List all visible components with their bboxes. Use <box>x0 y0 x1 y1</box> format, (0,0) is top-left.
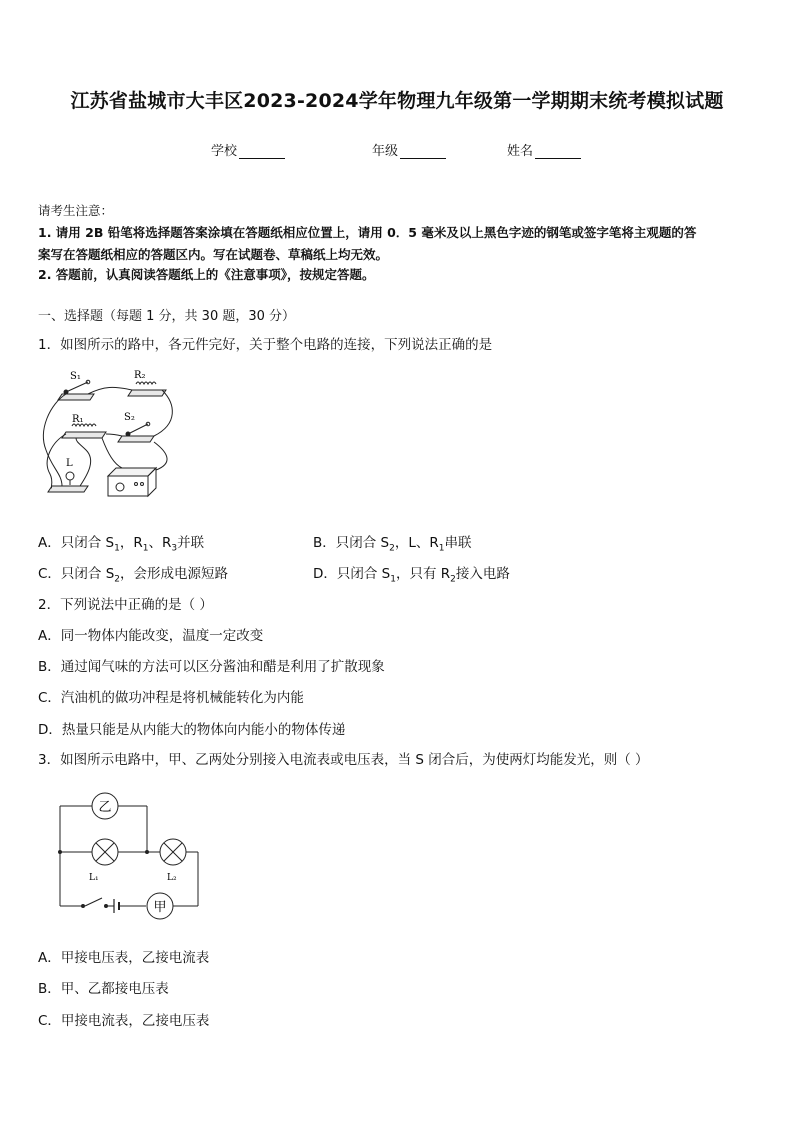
opt-text: 串联 <box>444 535 472 551</box>
question-3-option-a[interactable]: A．甲接电压表，乙接电流表 <box>38 950 210 966</box>
meter-jia-label: 甲 <box>153 900 167 915</box>
opt-text: C．只闭合 S <box>38 566 115 582</box>
question-2-stem: 2．下列说法中正确的是（ ） <box>38 597 213 613</box>
school-label: 学校 <box>211 144 238 159</box>
opt-text: ，L、R <box>394 535 439 551</box>
question-1-option-c[interactable] <box>38 562 228 585</box>
question-2-option-c[interactable]: C．汽油机的做功冲程是将机械能转化为内能 <box>38 690 304 706</box>
opt-text: ，R <box>119 535 143 551</box>
opt-sub: 1 <box>390 574 396 585</box>
opt-text: ，会形成电源短路 <box>120 566 229 582</box>
opt-sub: 3 <box>171 543 178 554</box>
opt-sub: 2 <box>450 574 456 585</box>
label-r1: R₁ <box>72 414 84 425</box>
notice-item-1-line-1: 1. 请用 2B 铅笔将选择题答案涂填在答题纸相应位置上，请用 0．5 毫米及以上黑色字迹的钢笔或签字笔将主观题的答 <box>38 225 697 240</box>
notice-heading: 请考生注意： <box>38 203 114 218</box>
opt-sub: 1 <box>114 543 120 554</box>
opt-text: ，只有 R <box>396 566 451 582</box>
school-field <box>211 140 285 159</box>
opt-sub: 1 <box>438 543 445 554</box>
opt-text: 、R <box>148 535 172 551</box>
school-blank <box>239 146 285 159</box>
notice-item-2: 2. 答题前，认真阅读答题纸上的《注意事项》，按规定答题。 <box>38 267 375 282</box>
question-1-stem: 1．如图所示的路中，各元件完好，关于整个电路的连接，下列说法正确的是 <box>38 337 493 353</box>
question-3-stem: 3．如图所示电路中，甲、乙两处分别接入电流表或电压表，当 S 闭合后，为使两灯均能发光，则（ ） <box>38 752 649 768</box>
question-2-option-d[interactable]: D．热量只能是从内能大的物体向内能小的物体传递 <box>38 722 346 738</box>
grade-blank <box>400 146 446 159</box>
label-l: L <box>66 458 73 469</box>
question-1-option-b[interactable] <box>313 531 472 554</box>
opt-text: B．只闭合 S <box>313 535 390 551</box>
label-r2: R₂ <box>134 370 146 381</box>
name-field <box>507 140 581 159</box>
name-label: 姓名 <box>507 144 534 159</box>
question-2-option-b[interactable]: B．通过闻气味的方法可以区分酱油和醋是利用了扩散现象 <box>38 659 385 675</box>
opt-text: 接入电路 <box>455 566 510 582</box>
question-2-option-a[interactable]: A．同一物体内能改变，温度一定改变 <box>38 628 264 644</box>
question-3-option-c[interactable]: C．甲接电流表，乙接电压表 <box>38 1013 210 1029</box>
grade-label: 年级 <box>372 144 399 159</box>
section-heading: 一、选择题（每题 1 分，共 30 题，30 分） <box>38 309 296 324</box>
question-3-option-b[interactable]: B．甲、乙都接电压表 <box>38 981 169 997</box>
question-1-circuit-figure <box>36 364 186 499</box>
question-1-option-a[interactable] <box>38 531 204 554</box>
notice-item-1-line-2: 案写在答题纸相应的答题区内。写在试题卷、草稿纸上均无效。 <box>38 247 389 262</box>
label-l2: L₂ <box>167 873 177 883</box>
name-blank <box>535 146 581 159</box>
opt-sub: 1 <box>142 543 149 554</box>
opt-text: A．只闭合 S <box>38 535 115 551</box>
opt-text: D．只闭合 S <box>313 566 391 582</box>
label-s1: S₁ <box>70 371 81 382</box>
meter-yi-label: 乙 <box>98 800 112 815</box>
opt-sub: 2 <box>389 543 395 554</box>
opt-sub: 2 <box>114 574 121 585</box>
label-s2: S₂ <box>124 412 135 423</box>
grade-field <box>372 140 446 159</box>
question-3-circuit-figure <box>50 784 210 924</box>
question-1-option-d[interactable] <box>313 562 510 585</box>
label-l1: L₁ <box>89 873 99 883</box>
page-title: 江苏省盐城市大丰区2023-2024学年物理九年级第一学期期末统考模拟试题 <box>70 90 724 112</box>
opt-text: 并联 <box>177 535 205 551</box>
